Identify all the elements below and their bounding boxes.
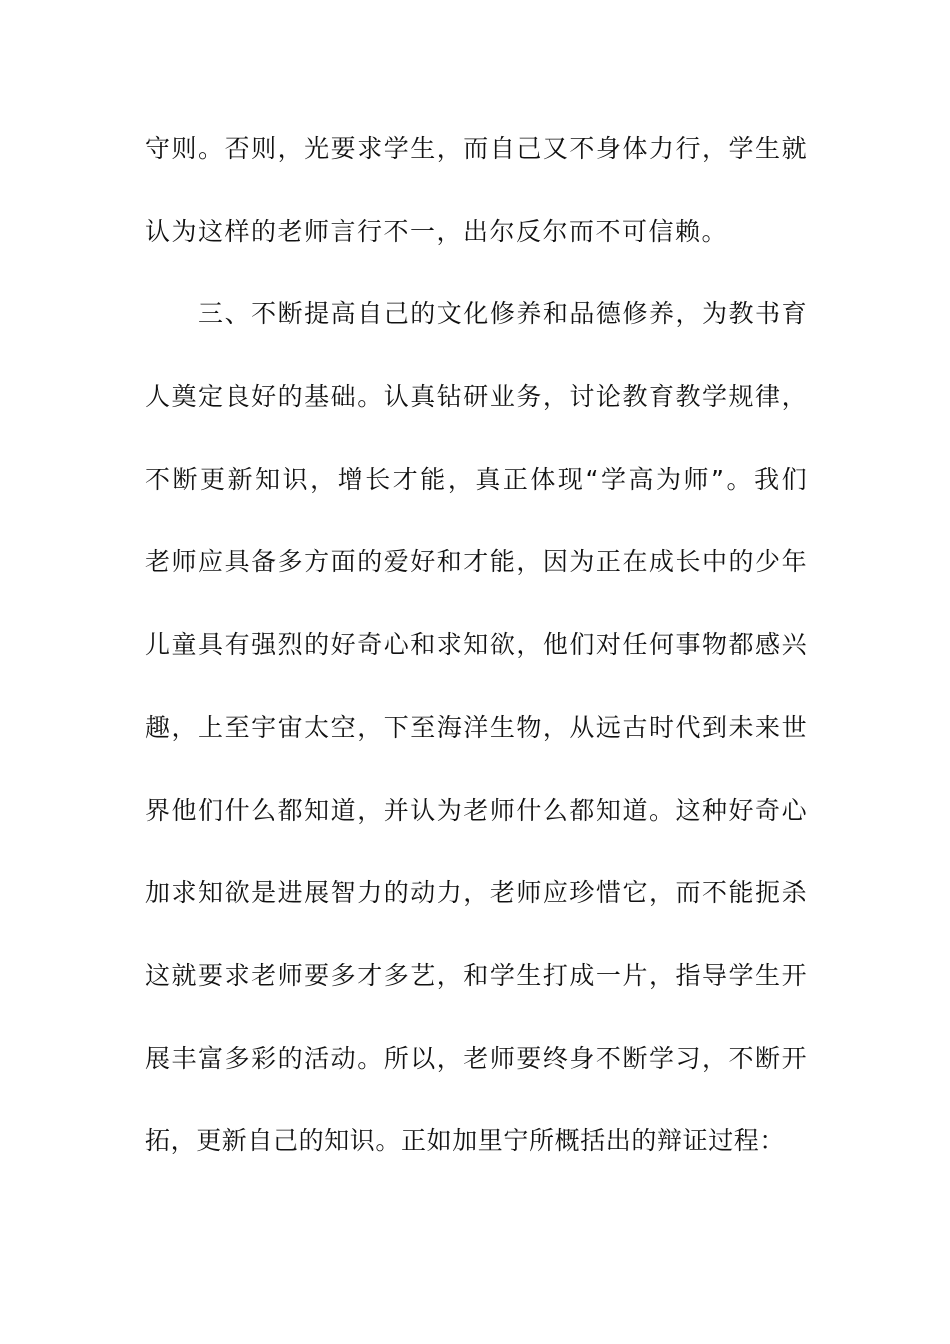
text-line: 三、不断提高自己的文化修养和品德修养，为教书育 (145, 299, 807, 329)
text-line: 加求知欲是进展智力的动力，老师应珍惜它，而不能扼杀 (145, 878, 807, 908)
body-text (145, 124, 807, 1199)
text-line: 老师应具备多方面的爱好和才能，因为正在成长中的少年 (145, 547, 807, 577)
text-line: 这就要求老师要多才多艺，和学生打成一片，指导学生开 (145, 960, 807, 990)
text-line: 界他们什么都知道，并认为老师什么都知道。这种好奇心 (145, 795, 807, 825)
text-line: 认为这样的老师言行不一，出尔反尔而不可信赖。 (145, 216, 729, 246)
text-line: 趣，上至宇宙太空，下至海洋生物，从远古时代到未来世 (145, 712, 807, 742)
text-line: 人奠定良好的基础。认真钻研业务，讨论教育教学规律， (145, 382, 807, 412)
text-line: 儿童具有强烈的好奇心和求知欲，他们对任何事物都感兴 (145, 630, 807, 660)
text-line: 拓，更新自己的知识。正如加里宁所概括出的辩证过程： (145, 1126, 786, 1156)
text-line: 不断更新知识，增长才能，真正体现“学高为师”。我们 (145, 464, 807, 494)
text-line: 守则。否则，光要求学生，而自己又不身体力行，学生就 (145, 134, 807, 163)
text-line: 展丰富多彩的活动。所以，老师要终身不断学习，不断开 (145, 1043, 807, 1073)
